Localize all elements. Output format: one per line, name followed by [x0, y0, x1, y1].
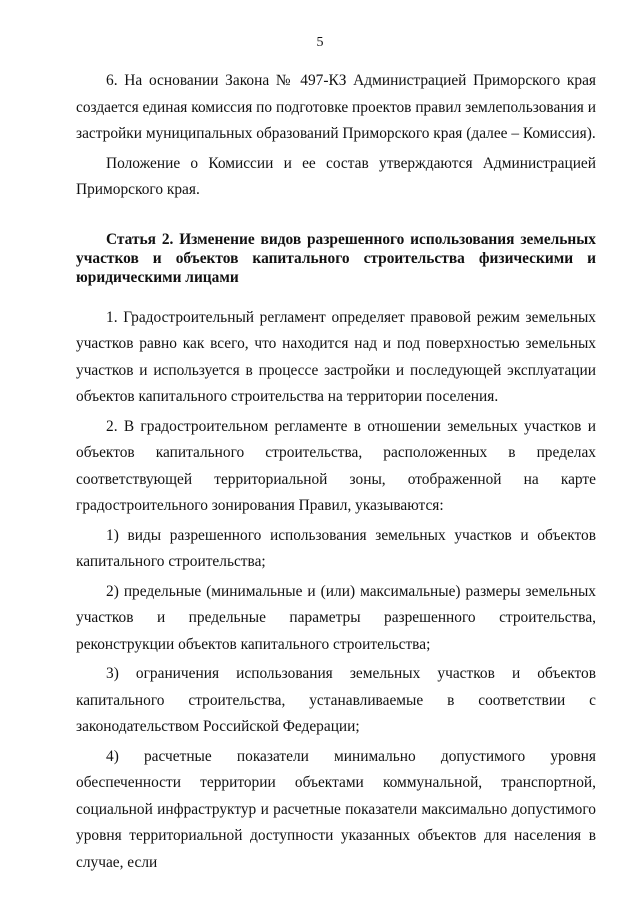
list-item-1: 1) виды разрешенного использования земельных участков и объектов капитального строительства; [76, 526, 596, 570]
article-heading: Статья 2. Изменение видов разрешенного использования земельных участков и объектов капитального строительства физическими и юридическими лицами [76, 230, 596, 286]
paragraph-regulation-contents: 2. В градостроительном регламенте в отношении земельных участков и объектов капитального строительства, расположенных в пределах соответствующей территориальной зоны, отображенной на карте градостроительного зонирования Правил, указываются: [76, 417, 596, 514]
page-number: 5 [316, 35, 324, 50]
list-item-2: 2) предельные (минимальные и (или) максимальные) размеры земельных участков и предельные параметры разрешенного строительства, реконструкции объектов капитального строительства; [76, 582, 596, 653]
list-item-4: 4) расчетные показатели минимально допустимого уровня обеспеченности территории объектами коммунальной, транспортной, социальной инфраструктур и расчетные показатели максимально допустимого уровня территориальной доступности указанных объектов для населения в случае, если [76, 747, 596, 871]
list-item-3: 3) ограничения использования земельных участков и объектов капитального строительства, устанавливаемые в соответствии с законодательством Российской Федерации; [76, 665, 596, 735]
paragraph-commission-creation: 6. На основании Закона № 497-КЗ Администрацией Приморского края создается единая комиссия по подготовке проектов правил землепользования и застройки муниципальных образований Приморского края (далее – Комиссия). [76, 72, 596, 142]
document-body [76, 68, 596, 876]
paragraph-commission-regulation: Положение о Комиссии и ее состав утверждаются Администрацией Приморского края. [76, 154, 596, 198]
paragraph-regulation-definition: 1. Градостроительный регламент определяет правовой режим земельных участков равно как всего, что находится над и под поверхностью земельных участков и используется в процессе застройки и последующей эксплуатации объектов капитального строительства на территории поселения. [76, 308, 596, 405]
